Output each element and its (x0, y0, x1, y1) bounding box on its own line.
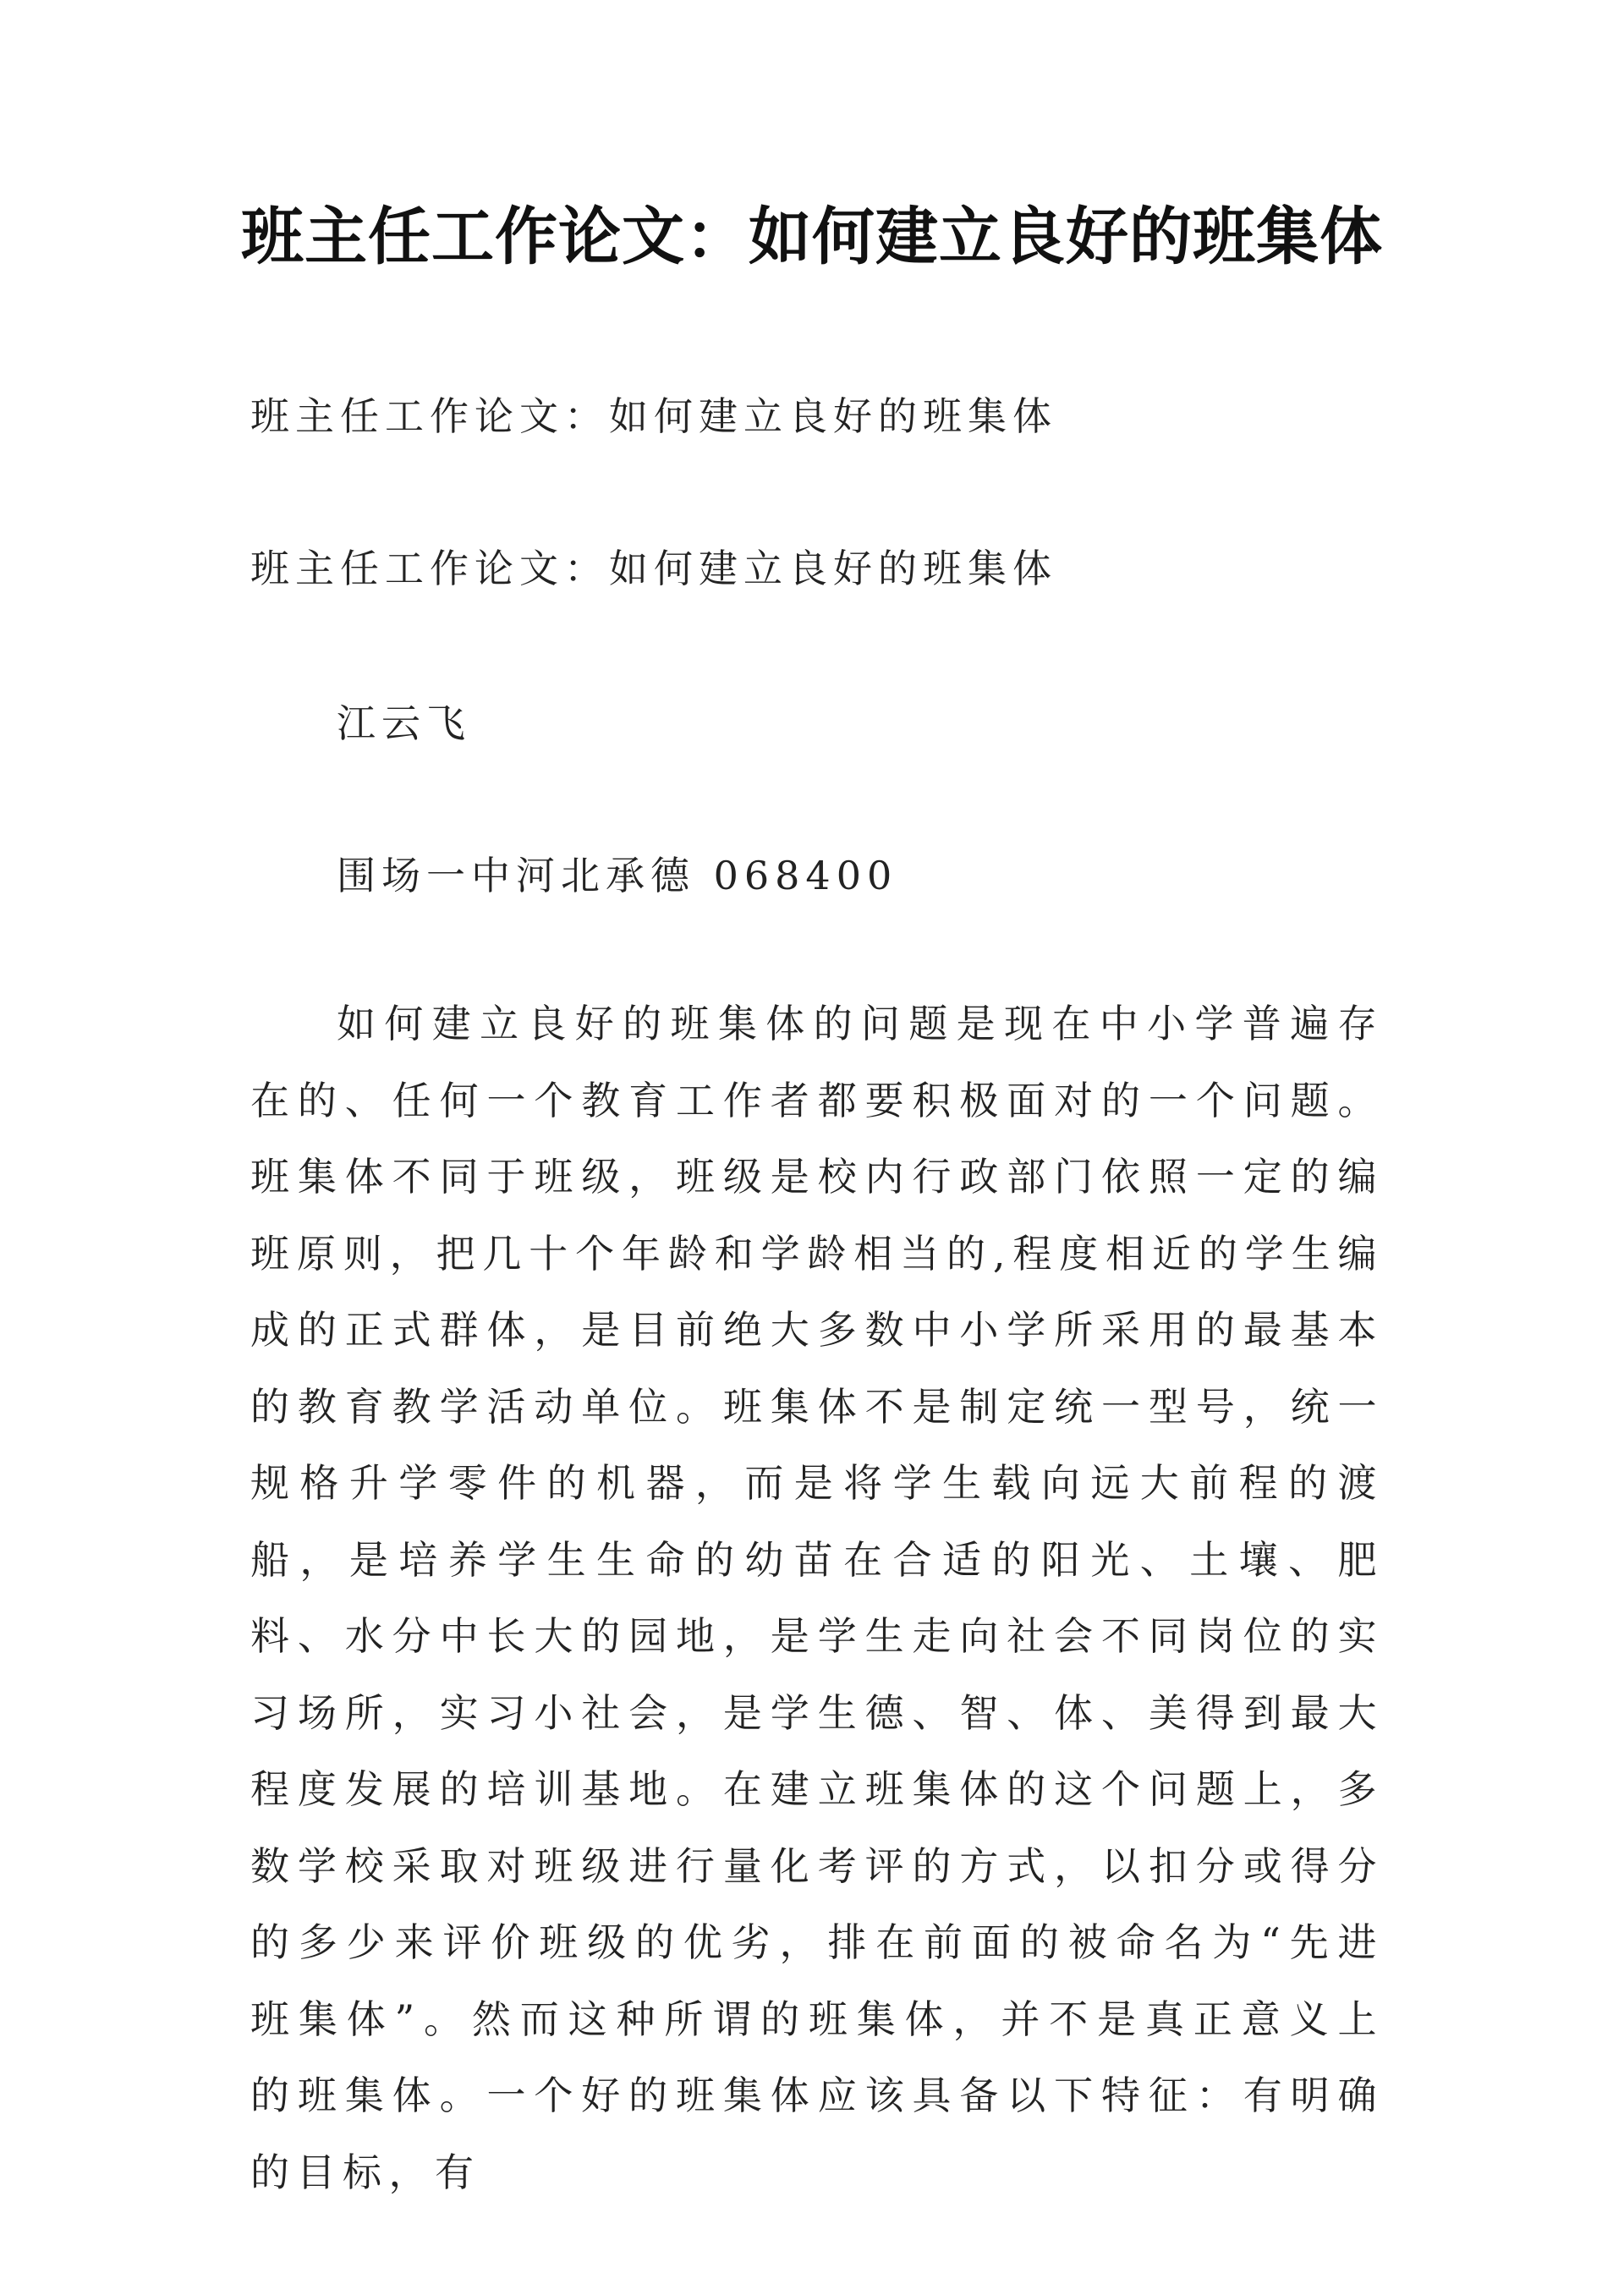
document-title: 班主任工作论文：如何建立良好的班集体 (241, 200, 1383, 273)
document-subtitle: 班主任工作论文：如何建立良好的班集体 (250, 393, 1057, 439)
body-paragraph: 如何建立良好的班集体的问题是现在中小学普遍存在的、任何一个教育工作者都要积极面对的一个问题。班集体不同于班级，班级是校内行政部门依照一定的编班原则，把几十个年龄和学龄相当的,程度相近的学生编成的正式群体，是目前绝大多数中小学所采用的最基本的教育教学活动单位。班集体不是制定统一型号，统一规格升学零件的机器，而是将学生载向远大前程的渡船，是培养学生生命的幼苗在合适的阳光、土壤、肥料、水分中长大的园地，是学生走向社会不同岗位的实习场所，实习小社会，是学生德、智、体、美得到最大程度发展的培训基地。在建立班集体的这个问题上，多数学校采取对班级进行量化考评的方式，以扣分或得分的多少来评价班级的优劣，排在前面的被命名为“先进班集体”。然而这种所谓的班集体，并不是真正意义上的班集体。一个好的班集体应该具备以下特征：有明确的目标，有 (250, 1001, 1384, 2195)
author-affiliation: 围场一中河北承德 068400 (337, 853, 898, 898)
document-subtitle-repeat: 班主任工作论文：如何建立良好的班集体 (250, 546, 1057, 591)
author-name: 江云飞 (337, 700, 471, 746)
